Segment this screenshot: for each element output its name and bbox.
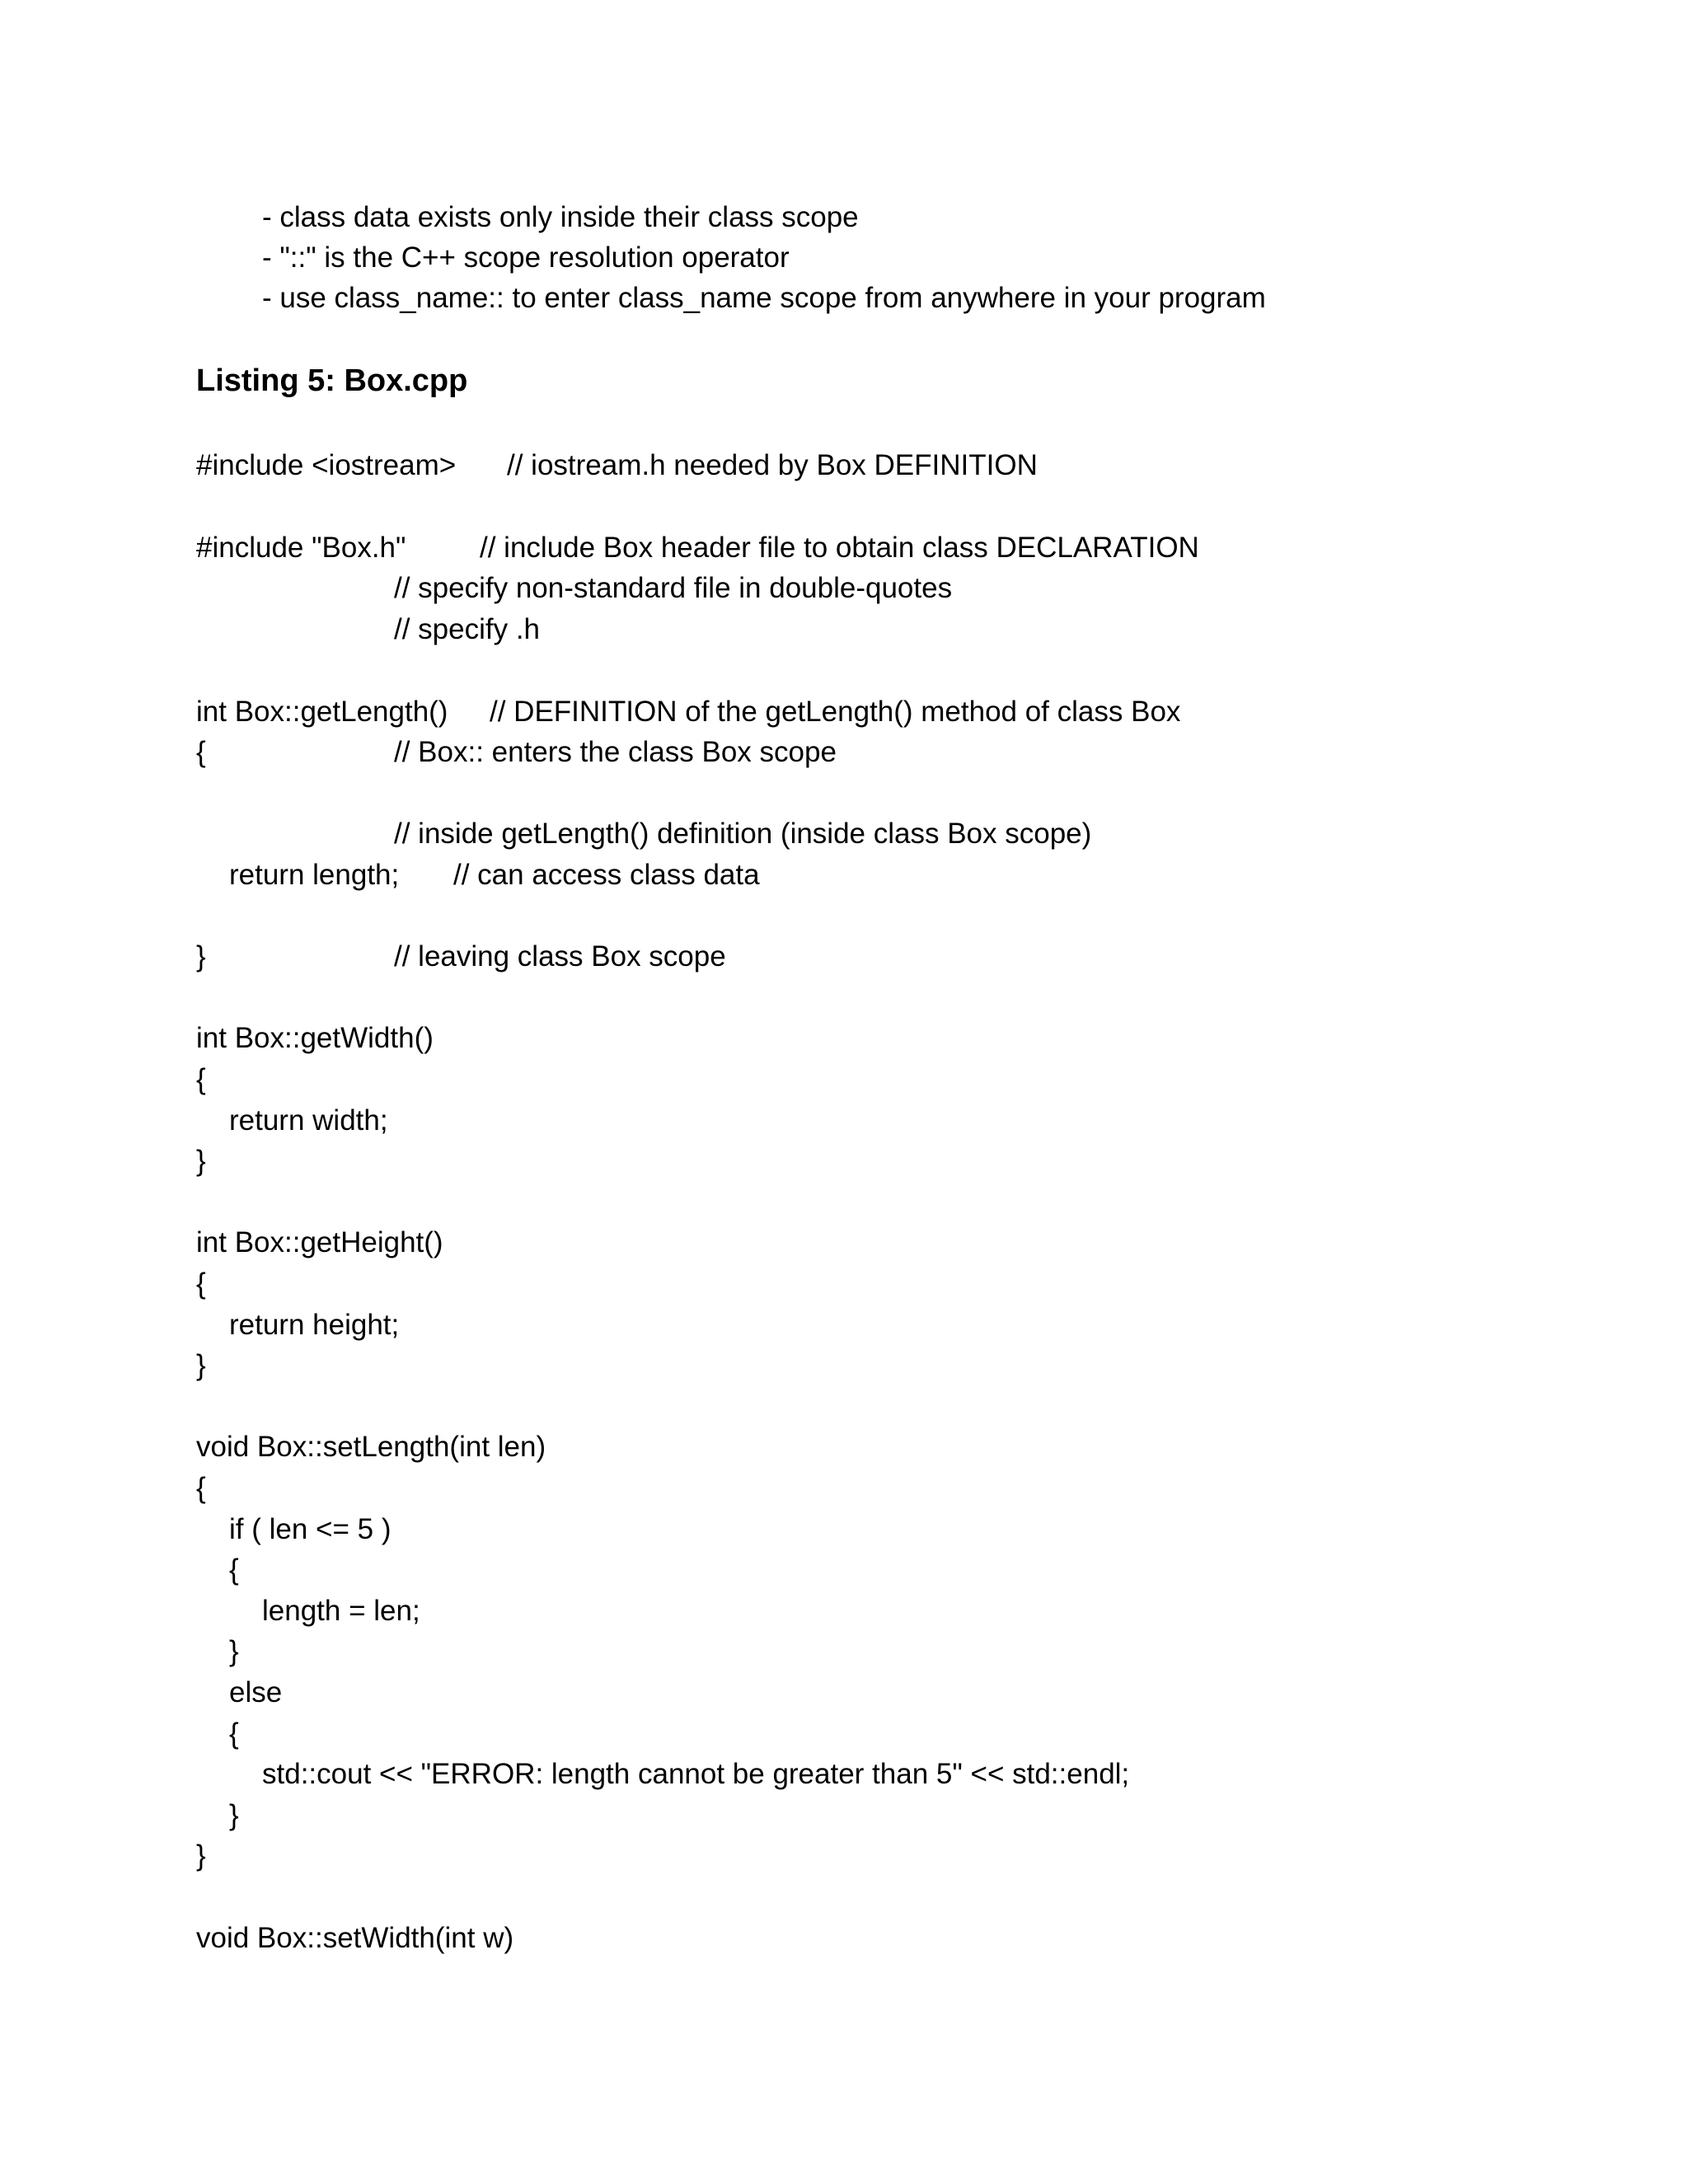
code-comment: // include Box header file to obtain class DECLARATION <box>480 532 1199 564</box>
code-comment: // iostream.h needed by Box DEFINITION <box>507 449 1038 481</box>
code-comment: // inside getLength() definition (inside class Box scope) <box>394 818 1092 850</box>
code-line: { <box>196 1063 206 1095</box>
code-comment: // specify non-standard file in double-quotes <box>394 572 953 604</box>
code-line: std::cout << "ERROR: length cannot be greater than 5" << std::endl; <box>262 1758 1130 1790</box>
code-line: { <box>229 1718 239 1750</box>
code-line: return length; <box>229 859 400 891</box>
code-line: { <box>196 1268 206 1300</box>
code-line: return height; <box>229 1309 400 1341</box>
bullet-item: - "::" is the C++ scope resolution operator <box>262 241 790 274</box>
code-comment: // leaving class Box scope <box>394 940 726 972</box>
code-comment: // can access class data <box>453 859 760 891</box>
listing-title: Listing 5: Box.cpp <box>196 363 468 398</box>
code-line: void Box::setWidth(int w) <box>196 1922 514 1954</box>
code-line: int Box::getLength() <box>196 696 448 728</box>
code-line: } <box>196 940 206 972</box>
code-line: #include <iostream> <box>196 449 457 481</box>
code-line: else <box>229 1676 283 1708</box>
code-comment: // Box:: enters the class Box scope <box>394 736 837 768</box>
code-line: } <box>196 1145 206 1177</box>
code-line: } <box>229 1799 239 1831</box>
code-line: void Box::setLength(int len) <box>196 1431 546 1463</box>
bullet-item: - use class_name:: to enter class_name scope from anywhere in your program <box>262 282 1266 314</box>
code-comment: // specify .h <box>394 613 541 645</box>
code-line: { <box>196 736 206 768</box>
code-line: if ( len <= 5 ) <box>229 1513 392 1545</box>
code-line: { <box>196 1472 206 1504</box>
code-line: length = len; <box>262 1595 420 1627</box>
code-line: int Box::getWidth() <box>196 1022 434 1054</box>
code-line: } <box>196 1349 206 1381</box>
code-comment: // DEFINITION of the getLength() method of class Box <box>490 696 1181 728</box>
code-line: int Box::getHeight() <box>196 1226 443 1258</box>
bullet-item: - class data exists only inside their class scope <box>262 201 859 233</box>
code-line: return width; <box>229 1104 388 1137</box>
code-line: } <box>196 1840 206 1872</box>
code-line: #include "Box.h" <box>196 532 406 564</box>
code-line: { <box>229 1554 239 1586</box>
code-line: } <box>229 1635 239 1667</box>
